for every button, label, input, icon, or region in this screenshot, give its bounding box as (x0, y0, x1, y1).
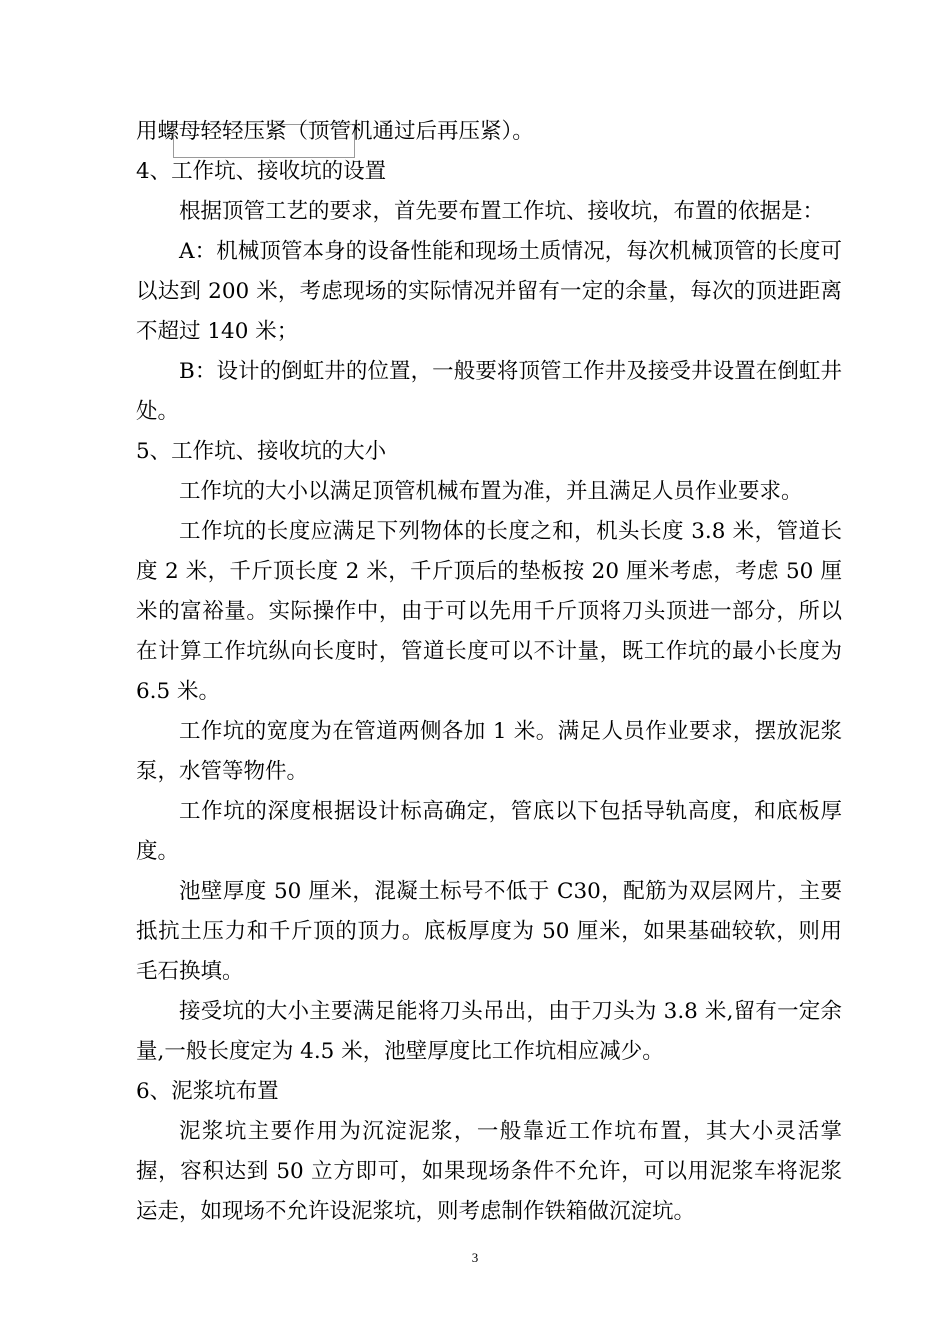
section-heading-5: 5、工作坑、接收坑的大小 (136, 439, 387, 464)
paragraph-continuation: 用螺母轻轻压紧（顶管机通过后再压紧）。 (136, 119, 534, 144)
paragraph-mud-pit: 泥浆坑主要作用为沉淀泥浆，一般靠近工作坑布置，其大小灵活掌握，容积达到 50 立方即可，如果现场条件不允许，可以用泥浆车将泥浆运走，如现场不允许设泥浆坑，则考虑制作铁箱做沉淀坑。 (136, 1119, 842, 1224)
section-heading-6: 6、泥浆坑布置 (136, 1079, 279, 1104)
paragraph-layout-basis: 根据顶管工艺的要求，首先要布置工作坑、接收坑，布置的依据是： (179, 199, 825, 224)
page-number: 3 (471, 1250, 479, 1265)
paragraph-item-b: B：设计的倒虹井的位置，一般要将顶管工作井及接受井设置在倒虹井处。 (136, 359, 842, 424)
paragraph-item-a: A：机械顶管本身的设备性能和现场土质情况，每次机械顶管的长度可以达到 200 米，考虑现场的实际情况并留有一定的余量，每次的顶进距离不超过 140 米； (136, 239, 842, 344)
document-body (136, 112, 842, 1232)
paragraph-wall-thickness: 池壁厚度 50 厘米，混凝土标号不低于 C30，配筋为双层网片，主要抵抗土压力和千斤顶的顶力。底板厚度为 50 厘米，如果基础较软，则用毛石换填。 (136, 879, 842, 984)
paragraph-pit-size: 工作坑的大小以满足顶管机械布置为准，并且满足人员作业要求。 (179, 479, 803, 504)
paragraph-pit-depth: 工作坑的深度根据设计标高确定，管底以下包括导轨高度，和底板厚度。 (136, 799, 842, 864)
section-heading-4: 4、工作坑、接收坑的设置 (136, 159, 387, 184)
paragraph-pit-width: 工作坑的宽度为在管道两侧各加 1 米。满足人员作业要求，摆放泥浆泵，水管等物件。 (136, 719, 842, 784)
paragraph-receiving-pit: 接受坑的大小主要满足能将刀头吊出，由于刀头为 3.8 米,留有一定余量,一般长度定为 4.5 米，池壁厚度比工作坑相应减少。 (136, 999, 842, 1064)
paragraph-pit-length: 工作坑的长度应满足下列物体的长度之和，机头长度 3.8 米，管道长度 2 米，千斤顶长度 2 米，千斤顶后的垫板按 20 厘米考虑，考虑 50 厘米的富裕量。实际操作中，由于可以先用千斤顶将刀头顶进一部分，所以在计算工作坑纵向长度时，管道长度可以不计量，既工作坑的最小长度为 6.5 米。 (136, 519, 842, 704)
